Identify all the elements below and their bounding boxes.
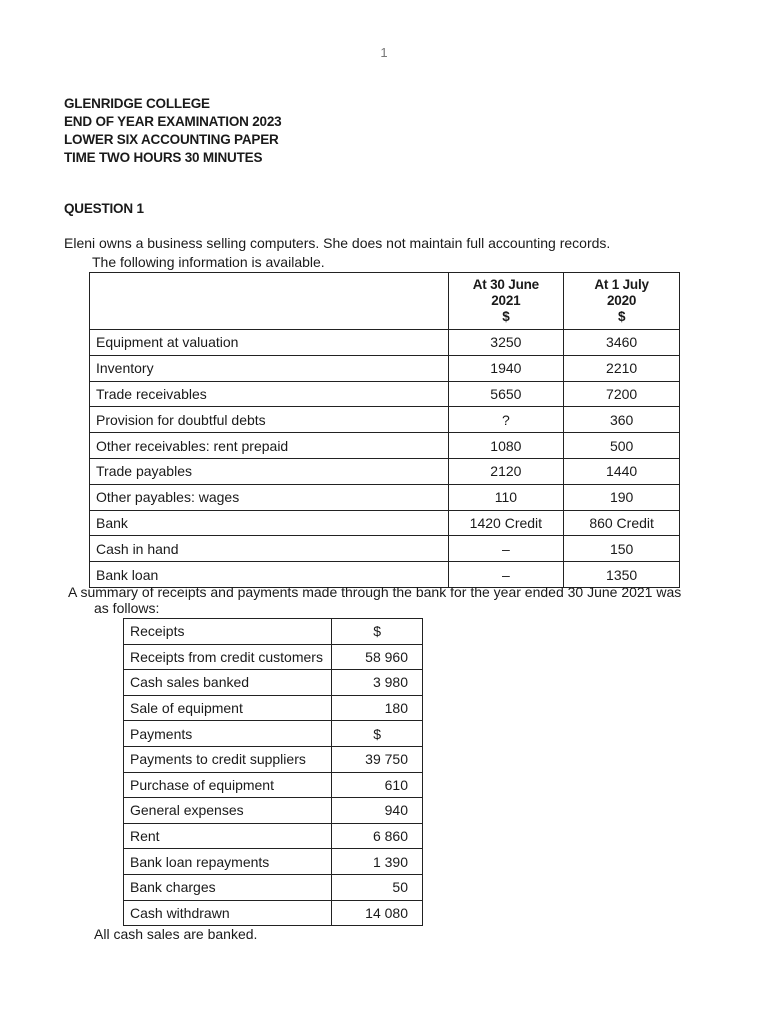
- table-row: [90, 433, 680, 459]
- question-title: QUESTION 1: [64, 201, 144, 216]
- summary-text-2: as follows:: [94, 600, 160, 616]
- table-row: [124, 874, 423, 900]
- row-label: Rent: [124, 823, 332, 849]
- currency-symbol: $: [332, 721, 423, 747]
- table-row: [90, 484, 680, 510]
- value-2021: 5650: [448, 381, 564, 407]
- exam-title: END OF YEAR EXAMINATION 2023: [64, 114, 282, 129]
- value-2020: 500: [564, 433, 680, 459]
- row-label: Other receivables: rent prepaid: [90, 433, 449, 459]
- row-amount: 50: [332, 874, 423, 900]
- footer-note: All cash sales are banked.: [94, 926, 258, 942]
- table-row: [124, 670, 423, 696]
- exam-heading: [64, 95, 281, 167]
- row-label: Payments to credit suppliers: [124, 746, 332, 772]
- row-amount: 39 750: [332, 746, 423, 772]
- value-2021: –: [448, 536, 564, 562]
- row-label: Bank loan: [90, 562, 449, 588]
- header-at-30-june-2021: [448, 273, 564, 330]
- row-label: Cash sales banked: [124, 670, 332, 696]
- row-amount: 940: [332, 798, 423, 824]
- row-amount: 610: [332, 772, 423, 798]
- row-label: Inventory: [90, 355, 449, 381]
- row-label: Trade receivables: [90, 381, 449, 407]
- value-2020: 7200: [564, 381, 680, 407]
- value-2021: 1420 Credit: [448, 510, 564, 536]
- value-2021: 2120: [448, 458, 564, 484]
- table-row: [124, 823, 423, 849]
- header-line: $: [617, 309, 626, 324]
- value-2020: 2210: [564, 355, 680, 381]
- row-label: Cash in hand: [90, 536, 449, 562]
- page-number: 1: [380, 45, 388, 60]
- row-label: Bank charges: [124, 874, 332, 900]
- table-row: [124, 644, 423, 670]
- table-row: [90, 458, 680, 484]
- summary-text: A summary of receipts and payments made through the bank for the year ended 30 June 2021 was: [68, 584, 682, 600]
- row-label: Trade payables: [90, 458, 449, 484]
- row-amount: 1 390: [332, 849, 423, 875]
- row-amount: 3 980: [332, 670, 423, 696]
- row-label: Receipts from credit customers: [124, 644, 332, 670]
- header-line: 2020: [607, 293, 637, 308]
- row-label: Bank loan repayments: [124, 849, 332, 875]
- value-2021: 3250: [448, 330, 564, 356]
- row-label: Sale of equipment: [124, 695, 332, 721]
- table-row: [124, 746, 423, 772]
- table-row: [90, 355, 680, 381]
- value-2020: 3460: [564, 330, 680, 356]
- table-row: [90, 407, 680, 433]
- row-amount: 180: [332, 695, 423, 721]
- value-2021: –: [448, 562, 564, 588]
- table-row: [124, 619, 423, 645]
- bank-summary-table: [123, 618, 423, 926]
- row-label: Payments: [124, 721, 332, 747]
- college-name: GLENRIDGE COLLEGE: [64, 96, 210, 111]
- time-allowed: TIME TWO HOURS 30 MINUTES: [64, 150, 263, 165]
- table-row: [124, 798, 423, 824]
- row-label: Cash withdrawn: [124, 900, 332, 926]
- row-label: Receipts: [124, 619, 332, 645]
- header-line: 2021: [491, 293, 521, 308]
- balance-table: [89, 272, 680, 588]
- table-row: [124, 900, 423, 926]
- header-line: At 30 June: [472, 277, 539, 292]
- table-row: [124, 695, 423, 721]
- value-2021: 110: [448, 484, 564, 510]
- row-label: Other payables: wages: [90, 484, 449, 510]
- table-row: [124, 721, 423, 747]
- row-label: Bank: [90, 510, 449, 536]
- row-amount: 58 960: [332, 644, 423, 670]
- value-2021: 1940: [448, 355, 564, 381]
- header-empty: [90, 273, 449, 330]
- value-2020: 150: [564, 536, 680, 562]
- currency-symbol: $: [332, 619, 423, 645]
- intro-text-2: The following information is available.: [92, 254, 325, 270]
- value-2021: ?: [448, 407, 564, 433]
- intro-text: Eleni owns a business selling computers. She does not maintain full accounting records.: [64, 235, 611, 251]
- row-amount: 6 860: [332, 823, 423, 849]
- table-row: [90, 536, 680, 562]
- value-2020: 360: [564, 407, 680, 433]
- row-label: Purchase of equipment: [124, 772, 332, 798]
- header-line: $: [502, 309, 510, 324]
- value-2020: 190: [564, 484, 680, 510]
- table-row: [124, 849, 423, 875]
- header-at-1-july-2020: [564, 273, 680, 330]
- value-2021: 1080: [448, 433, 564, 459]
- header-line: At 1 July: [594, 277, 649, 292]
- table-row: [90, 330, 680, 356]
- table-row: [124, 772, 423, 798]
- table-row: [90, 381, 680, 407]
- paper-title: LOWER SIX ACCOUNTING PAPER: [64, 132, 279, 147]
- row-label: General expenses: [124, 798, 332, 824]
- value-2020: 860 Credit: [564, 510, 680, 536]
- value-2020: 1440: [564, 458, 680, 484]
- table-row: [90, 510, 680, 536]
- row-label: Equipment at valuation: [90, 330, 449, 356]
- balance-table-header: [90, 273, 680, 330]
- row-label: Provision for doubtful debts: [90, 407, 449, 433]
- row-amount: 14 080: [332, 900, 423, 926]
- value-2020: 1350: [564, 562, 680, 588]
